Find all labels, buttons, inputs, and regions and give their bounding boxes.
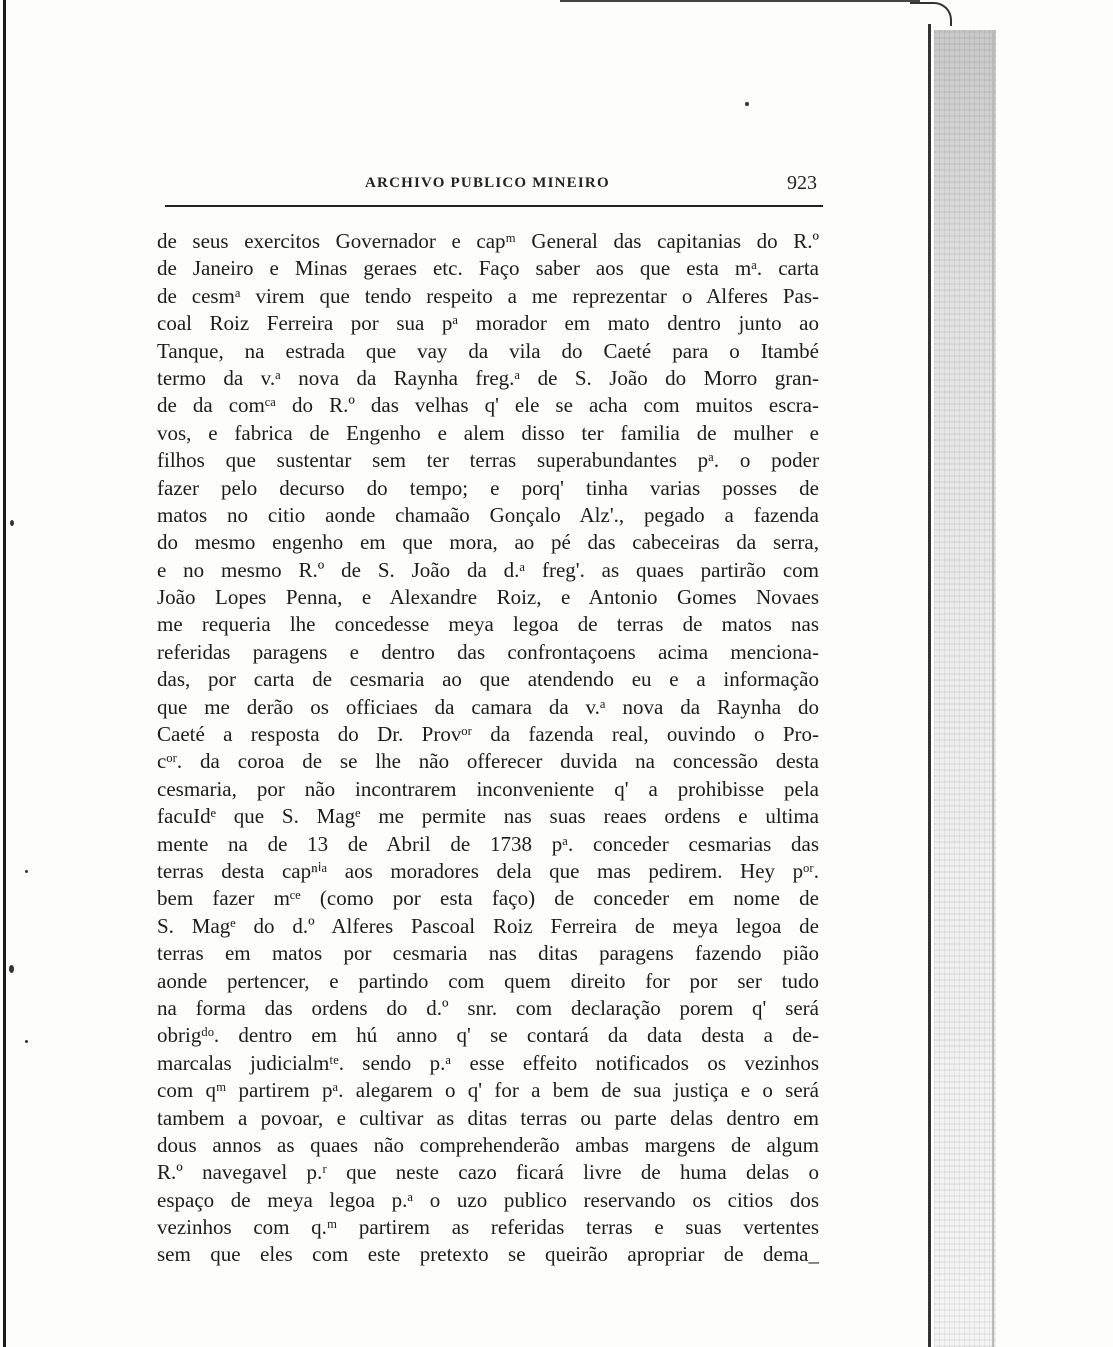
- text-line: com qᵐ partirem pᵃ. alegarem o q' for a bem de sua justiça e o será: [157, 1078, 819, 1103]
- page-edge-line: [992, 30, 994, 1347]
- text-line: aonde pertencer, e partindo com quem direito for por ser tudo: [157, 968, 819, 993]
- text-line: tambem a povoar, e cultivar as ditas terras ou parte delas dentro em: [157, 1105, 819, 1130]
- text-line: facuIdᵉ que S. Magᵉ me permite nas suas reaes ordens e ultima: [157, 804, 819, 829]
- page-curl: [910, 2, 952, 26]
- text-line: do mesmo engenho em que mora, ao pé das cabeceiras da serra,: [157, 530, 819, 555]
- scan-speck: [745, 102, 749, 106]
- text-line: obrigᵈᵒ. dentro em hú anno q' se contará da data desta a de-: [157, 1023, 819, 1048]
- top-scan-border: [560, 0, 920, 2]
- page-edge-texture: [934, 30, 996, 1347]
- scan-speck: [25, 870, 28, 873]
- text-line: cesmaria, por não incontrarem inconveniente q' a prohibisse pela: [157, 776, 819, 801]
- text-line: na forma das ordens do d.º snr. com declaração porem q' será: [157, 995, 819, 1020]
- book-spine-edge: [928, 24, 931, 1347]
- text-line: dous annos as quaes não comprehenderão ambas margens de algum: [157, 1132, 819, 1157]
- text-line: de seus exercitos Governador e capᵐ General das capitanias do R.º: [157, 229, 819, 253]
- text-line: matos no citio aonde chamaão Gonçalo Alz'., pegado a fazenda: [157, 502, 819, 527]
- running-head: [160, 172, 820, 197]
- text-line: de cesmᵃ virem que tendo respeito a me reprezentar o Alferes Pas-: [157, 283, 819, 308]
- running-title: ARCHIVO PUBLICO MINEIRO: [365, 175, 610, 191]
- text-line: coal Roiz Ferreira por sua pᵃ morador em mato dentro junto ao: [157, 311, 819, 336]
- text-line: João Lopes Penna, e Alexandre Roiz, e Antonio Gomes Novaes: [157, 585, 819, 610]
- text-line: referidas paragens e dentro das confrontaçoens acima menciona-: [157, 639, 819, 664]
- text-line: filhos que sustentar sem ter terras superabundantes pᵃ. o poder: [157, 448, 819, 473]
- scan-speck: [9, 965, 14, 973]
- scan-speck: [10, 520, 14, 526]
- text-line: vos, e fabrica de Engenho e alem disso ter familia de mulher e: [157, 420, 819, 445]
- left-scan-border: [3, 0, 6, 1347]
- text-line: termo da v.ᵃ nova da Raynha freg.ᵃ de S. João do Morro gran-: [157, 365, 819, 390]
- text-line: marcalas judicialmᵗᵉ. sendo p.ᵃ esse effeito notificados os vezinhos: [157, 1050, 819, 1075]
- text-line: fazer pelo decurso do tempo; e porq' tinha varias posses de: [157, 475, 819, 500]
- text-line: vezinhos com q.ᵐ partirem as referidas terras e suas vertentes: [157, 1215, 819, 1240]
- text-line: Caeté a resposta do Dr. Provᵒʳ da fazenda real, ouvindo o Pro-: [157, 722, 819, 747]
- text-line: S. Magᵉ do d.º Alferes Pascoal Roiz Ferreira de meya legoa de: [157, 913, 819, 938]
- text-line: espaço de meya legoa p.ᵃ o uzo publico reservando os citios dos: [157, 1187, 819, 1212]
- text-line: terras desta capⁿⁱᵃ aos moradores dela que mas pedirem. Hey pᵒʳ.: [157, 858, 819, 883]
- scan-speck: [25, 1040, 28, 1043]
- text-line: R.º navegavel p.ʳ que neste cazo ficará livre de huma delas o: [157, 1160, 819, 1185]
- text-line: me requeria lhe concedesse meya legoa de terras de matos nas: [157, 612, 819, 637]
- text-line: Tanque, na estrada que vay da vila do Caeté para o Itambé: [157, 338, 819, 363]
- text-line: sem que eles com este pretexto se queirão apropriar de dema_: [157, 1242, 819, 1267]
- text-line: cᵒʳ. da coroa de se lhe não offerecer duvida na concessão desta: [157, 749, 819, 774]
- text-line: mente na de 13 de Abril de 1738 pᵃ. conceder cesmarias das: [157, 831, 819, 856]
- text-line: que me derão os officiaes da camara da v.ᵃ nova da Raynha do: [157, 694, 819, 719]
- text-line: das, por carta de cesmaria ao que atendendo eu e a informação: [157, 667, 819, 692]
- text-line: de Janeiro e Minas geraes etc. Faço saber aos que esta mᵃ. carta: [157, 256, 819, 281]
- text-line: terras em matos por cesmaria nas ditas paragens fazendo pião: [157, 941, 819, 966]
- text-line: de da comᶜᵃ do R.º das velhas q' ele se acha com muitos escra-: [157, 393, 819, 418]
- page-number: 923: [787, 172, 817, 194]
- body-text: [157, 228, 819, 1269]
- text-line: bem fazer mᶜᵉ (como por esta faço) de conceder em nome de: [157, 886, 819, 911]
- header-rule: [165, 205, 823, 207]
- text-line: e no mesmo R.º de S. João da d.ᵃ freg'. as quaes partirão com: [157, 557, 819, 582]
